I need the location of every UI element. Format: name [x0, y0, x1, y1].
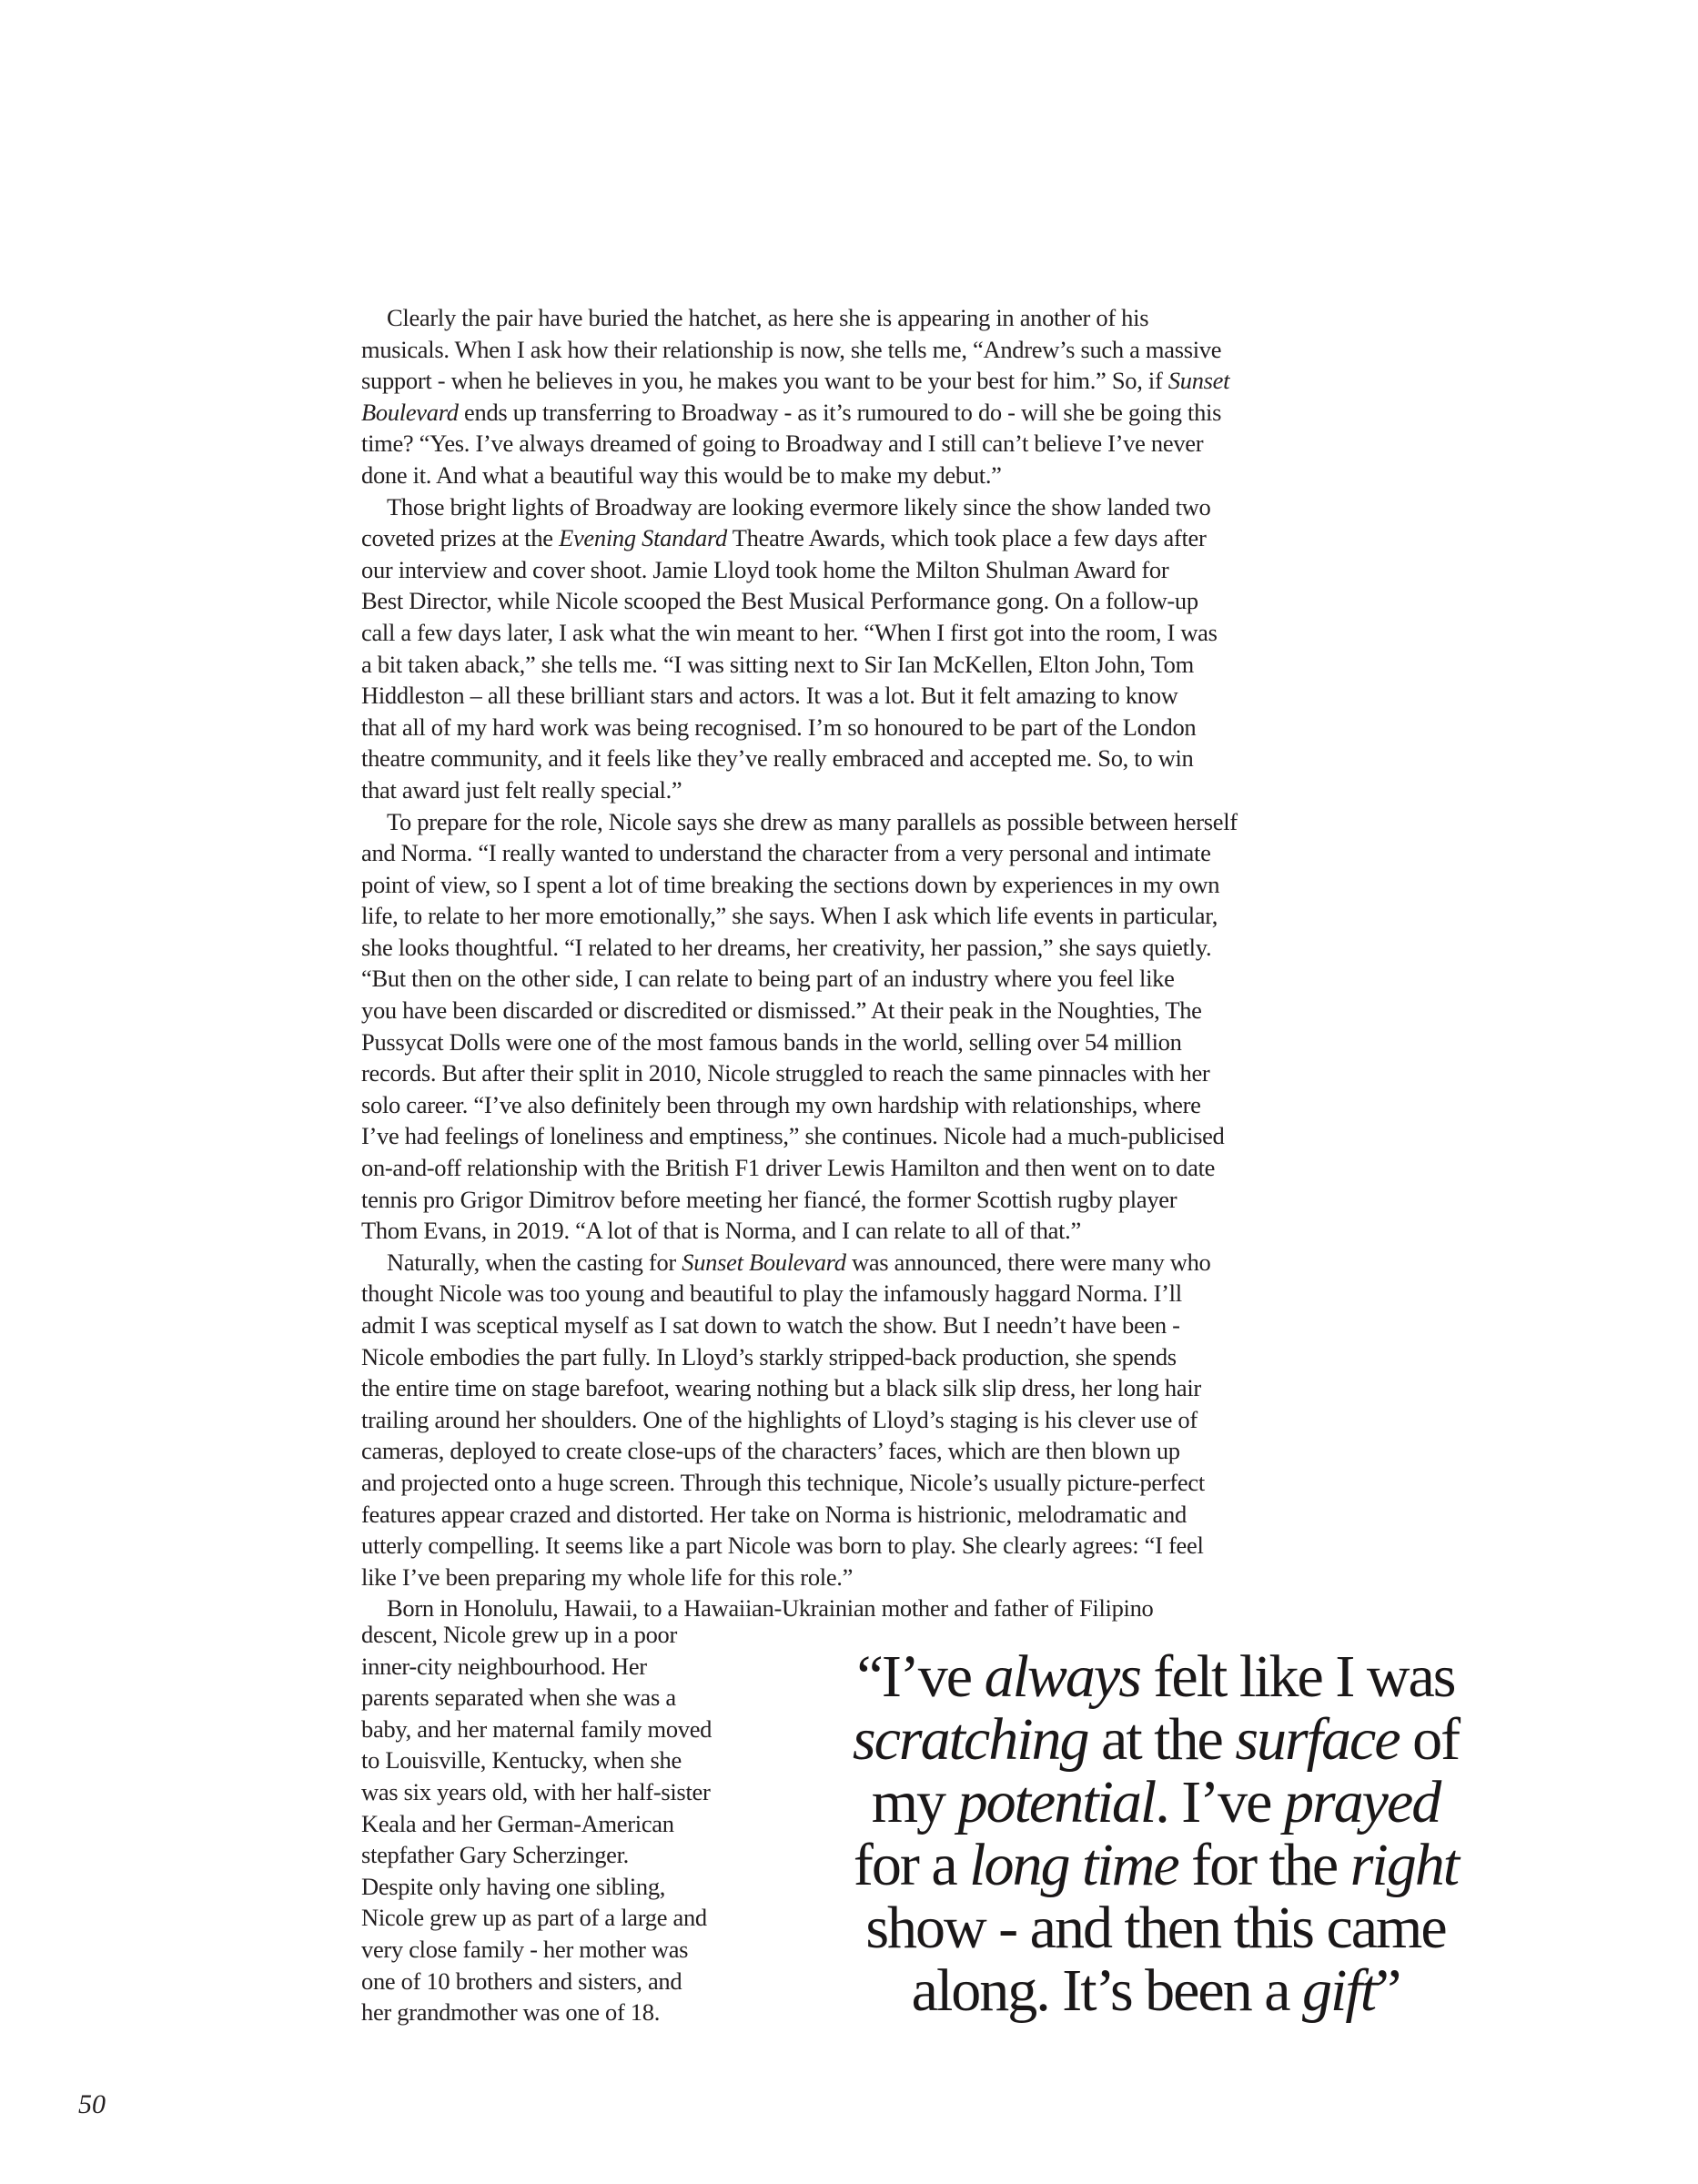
text-line	[361, 1467, 1344, 1499]
text-segment: Those bright lights of Broadway are looking evermore likely since the show landed two	[387, 492, 1211, 521]
text-segment: and projected onto a huge screen. Through this technique, Nicole’s usually picture-perfect	[361, 1468, 1205, 1496]
text-segment: you have been discarded or discredited or dismissed.” At their peak in the Noughties, The	[361, 996, 1202, 1025]
text-segment: our interview and cover shoot. Jamie Lloyd took home the Milton Shulman Award for	[361, 555, 1169, 583]
text-segment: one of 10 brothers and sisters, and	[361, 1967, 682, 1995]
text-segment: done it. And what a beautiful way this would be to make my debut.”	[361, 460, 1002, 489]
text-segment: Born in Honolulu, Hawaii, to a Hawaiian-Ukrainian mother and father of Filipino	[387, 1594, 1154, 1623]
text-segment: felt like I was	[1139, 1643, 1455, 1710]
italic-text: prayed	[1283, 1769, 1440, 1835]
text-line	[361, 1057, 1344, 1089]
text-segment: stepfather Gary Scherzinger.	[361, 1841, 630, 1869]
text-segment: very close family - her mother was	[361, 1935, 689, 1963]
text-line	[361, 712, 1344, 743]
text-line	[361, 522, 1344, 554]
text-line	[361, 1435, 1344, 1467]
text-segment: thought Nicole was too young and beautiful to play the infamously haggard Norma. I’ll	[361, 1279, 1182, 1308]
text-line	[361, 1682, 762, 1714]
text-segment: Despite only having one sibling,	[361, 1872, 666, 1900]
text-segment: a bit taken aback,” she tells me. “I was sitting next to Sir Ian McKellen, Elton John, Tom	[361, 650, 1194, 678]
text-line	[361, 334, 1344, 366]
text-line	[361, 837, 1344, 869]
text-line	[361, 428, 1344, 460]
text-segment: like I’ve been preparing my whole life for this role.”	[361, 1562, 854, 1591]
text-line	[361, 1530, 1344, 1562]
text-line	[361, 995, 1344, 1026]
text-line	[361, 1120, 1344, 1152]
text-line	[361, 1839, 762, 1871]
text-segment: life, to relate to her more emotionally,” she says. When I ask which life events in particular,	[361, 902, 1218, 930]
text-segment: admit I was sceptical myself as I sat down to watch the show. But I needn’t have been -	[361, 1311, 1180, 1339]
text-segment: to Louisville, Kentucky, when she	[361, 1746, 682, 1774]
text-segment: and Norma. “I really wanted to understand the character from a very personal and intimate	[361, 839, 1211, 867]
text-segment: of	[1399, 1706, 1460, 1773]
text-segment: along. It’s been a	[911, 1957, 1303, 2024]
text-segment: Naturally, when the casting for	[387, 1248, 682, 1276]
italic-text: always	[984, 1643, 1140, 1710]
text-line	[801, 1896, 1511, 1959]
text-line	[361, 1651, 762, 1683]
text-line	[361, 1902, 762, 1934]
text-line	[801, 1834, 1511, 1896]
text-segment: the entire time on stage barefoot, wearing nothing but a black silk slip dress, her long hair	[361, 1374, 1201, 1402]
text-segment: call a few days later, I ask what the win meant to her. “When I first got into the room, I was	[361, 618, 1218, 646]
text-line	[361, 491, 1344, 523]
italic-text: scratching	[852, 1706, 1088, 1773]
text-line	[361, 554, 1344, 586]
text-line	[801, 1645, 1511, 1708]
text-line	[361, 1562, 1344, 1593]
text-line	[361, 932, 1344, 964]
text-line	[361, 649, 1344, 681]
text-segment: was announced, there were many who	[845, 1248, 1211, 1276]
text-line	[361, 1404, 1344, 1436]
text-segment: To prepare for the role, Nicole says she drew as many parallels as possible between herself	[387, 807, 1238, 835]
text-line	[361, 302, 1344, 334]
text-line	[361, 900, 1344, 932]
text-segment: for a	[853, 1832, 970, 1898]
text-segment: Hiddleston – all these brilliant stars and actors. It was a lot. But it felt amazing to know	[361, 682, 1178, 710]
text-line	[361, 1278, 1344, 1309]
text-segment: records. But after their split in 2010, Nicole struggled to reach the same pinnacles with her	[361, 1059, 1210, 1087]
text-segment: baby, and her maternal family moved	[361, 1714, 713, 1743]
text-line	[801, 1959, 1511, 2022]
text-line	[361, 963, 1344, 995]
text-segment: that award just felt really special.”	[361, 775, 682, 804]
text-segment: Clearly the pair have buried the hatchet, as here she is appearing in another of his	[387, 304, 1149, 331]
text-line	[361, 460, 1344, 491]
text-line	[361, 1934, 762, 1966]
text-segment: Theatre Awards, which took place a few days after	[726, 524, 1207, 552]
text-segment: parents separated when she was a	[361, 1684, 676, 1712]
text-segment: ”	[1375, 1957, 1400, 2024]
text-line	[361, 1184, 1344, 1216]
text-segment: time? “Yes. I’ve always dreamed of going to Broadway and I still can’t believe I’ve never	[361, 430, 1204, 458]
text-segment: coveted prizes at the	[361, 524, 560, 552]
text-segment: Best Director, while Nicole scooped the Best Musical Performance gong. On a follow-up	[361, 587, 1198, 615]
text-line	[361, 806, 1344, 838]
text-line	[361, 1309, 1344, 1341]
text-line	[361, 774, 1344, 806]
text-segment: that all of my hard work was being recognised. I’m so honoured to be part of the London	[361, 713, 1197, 741]
text-segment: at the	[1087, 1706, 1236, 1773]
text-segment: was six years old, with her half-sister	[361, 1777, 711, 1805]
text-segment: point of view, so I spent a lot of time breaking the sections down by experiences in my own	[361, 870, 1220, 898]
text-segment: cameras, deployed to create close-ups of the characters’ faces, which are then blown up	[361, 1437, 1180, 1465]
text-segment: on-and-off relationship with the British F1 driver Lewis Hamilton and then went on to date	[361, 1154, 1216, 1182]
text-line	[361, 397, 1344, 429]
text-line	[361, 1215, 1344, 1247]
text-line	[361, 1776, 762, 1808]
text-line	[361, 1871, 762, 1903]
text-segment: ends up transferring to Broadway - as it’s rumoured to do - will she be going this	[458, 398, 1222, 426]
italic-text: right	[1349, 1832, 1459, 1898]
text-line	[361, 743, 1344, 774]
text-line	[361, 1997, 762, 2028]
italic-text: Sunset Boulevard	[682, 1248, 846, 1276]
text-segment: her grandmother was one of 18.	[361, 1998, 661, 2027]
italic-text: potential	[957, 1769, 1156, 1835]
text-line	[361, 1619, 762, 1651]
italic-text: gift	[1302, 1957, 1376, 2024]
text-line	[801, 1708, 1511, 1771]
text-segment: features appear crazed and distorted. Her take on Norma is histrionic, melodramatic and	[361, 1500, 1187, 1528]
page-number: 50	[78, 2089, 106, 2119]
text-line	[361, 617, 1344, 649]
text-segment: “I’ve	[856, 1643, 985, 1710]
text-line	[361, 869, 1344, 901]
text-line	[361, 365, 1344, 397]
text-line	[361, 1966, 762, 1997]
text-segment: Nicole embodies the part fully. In Lloyd’s starkly stripped-back production, she spends	[361, 1342, 1177, 1370]
italic-text: long time	[969, 1832, 1178, 1898]
text-segment: show - and then this came	[865, 1895, 1446, 1961]
italic-text: Sunset	[1167, 367, 1230, 395]
text-segment: musicals. When I ask how their relationship is now, she tells me, “Andrew’s such a massive	[361, 335, 1222, 363]
text-segment: Thom Evans, in 2019. “A lot of that is Norma, and I can relate to all of that.”	[361, 1217, 1081, 1245]
italic-text: surface	[1235, 1706, 1400, 1773]
italic-text: Boulevard	[361, 398, 459, 426]
text-line	[361, 1744, 762, 1776]
text-segment: support - when he believes in you, he makes you want to be your best for him.” So, if	[361, 367, 1168, 395]
text-line	[361, 1026, 1344, 1058]
text-line	[361, 680, 1344, 712]
text-line	[361, 1089, 1344, 1121]
text-segment: inner-city neighbourhood. Her	[361, 1652, 647, 1680]
text-segment: Pussycat Dolls were one of the most famous bands in the world, selling over 54 million	[361, 1027, 1182, 1056]
text-segment: descent, Nicole grew up in a poor	[361, 1621, 677, 1648]
text-segment: Nicole grew up as part of a large and	[361, 1904, 707, 1932]
text-segment: . I’ve	[1155, 1769, 1284, 1835]
text-line	[361, 1714, 762, 1745]
article-body	[361, 302, 1344, 1624]
text-line	[801, 1771, 1511, 1834]
text-line	[361, 1499, 1344, 1531]
text-segment: my	[871, 1769, 958, 1835]
text-segment: trailing around her shoulders. One of the highlights of Lloyd’s staging is his clever use of	[361, 1405, 1198, 1433]
text-line	[361, 1152, 1344, 1184]
text-segment: for the	[1177, 1832, 1350, 1898]
text-segment: “But then on the other side, I can relate to being part of an industry where you feel like	[361, 965, 1175, 993]
text-line	[361, 1372, 1344, 1404]
text-segment: tennis pro Grigor Dimitrov before meeting her fiancé, the former Scottish rugby player	[361, 1185, 1177, 1213]
text-segment: she looks thoughtful. “I related to her dreams, her creativity, her passion,” she says quietly.	[361, 933, 1212, 961]
text-segment: I’ve had feelings of loneliness and emptiness,” she continues. Nicole had a much-publicised	[361, 1122, 1225, 1150]
text-segment: Keala and her German-American	[361, 1809, 674, 1837]
italic-text: Evening Standard	[559, 524, 727, 552]
text-line	[361, 585, 1344, 617]
pull-quote	[801, 1645, 1511, 2022]
text-line	[361, 1247, 1344, 1279]
text-segment: utterly compelling. It seems like a part Nicole was born to play. She clearly agrees: “I feel	[361, 1532, 1204, 1560]
text-line	[361, 1808, 762, 1840]
text-segment: theatre community, and it feels like they’ve really embraced and accepted me. So, to win	[361, 744, 1194, 773]
text-line	[361, 1341, 1344, 1373]
article-body-narrow-column	[361, 1619, 762, 2028]
text-segment: solo career. “I’ve also definitely been through my own hardship with relationships, where	[361, 1090, 1201, 1118]
